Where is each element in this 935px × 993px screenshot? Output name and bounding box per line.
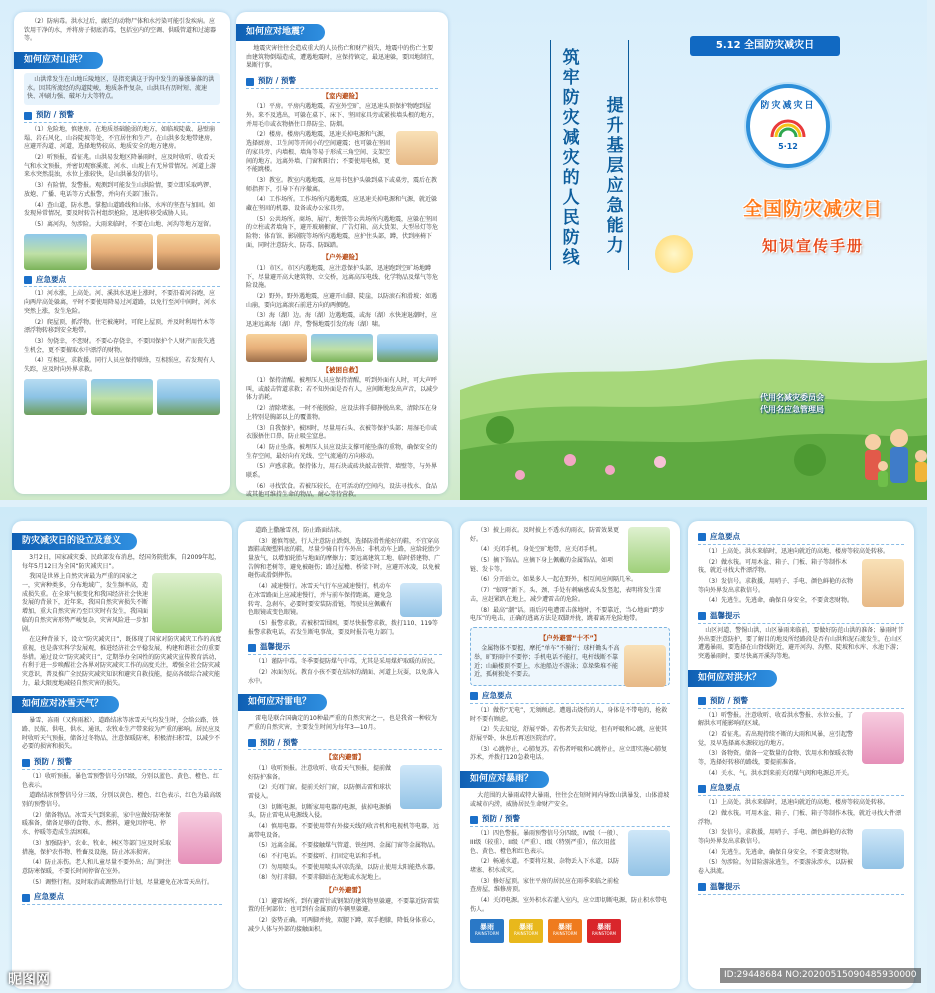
check-icon	[470, 692, 478, 700]
illustration-row	[246, 334, 438, 362]
rockfall-illustration	[157, 234, 220, 270]
cold-cont: （3）谨慎驾驶。行人注意防止跌倒，选择防滑性能好的鞋，不宜穿高跟鞋或硬塑料底的鞋，尽量少骑自行车外出；非机动车上路，应给轮胎少量放气，以增加轮胎与地面的摩擦力；要远离建筑工地、临时搭建物、广告牌和老树等，避免被砸伤；路过屋檐、桥梁下时，应避开冰凌，以免被砸伤或滑倒摔伤。	[248, 537, 441, 580]
family-illustration	[152, 573, 222, 633]
thunder-intro: 雷电是联合国确定的10种最严重的自然灾害之一，也是我省一种较为严重的自然灾害，主要发生时间为每年3—10月。	[248, 715, 437, 731]
emergency-item: （1）做伤“无电”，无须顾虑。遭遇击烧伤的人，身体是不带电的，抢救时不要有顾虑。	[470, 706, 668, 723]
panel-thunder	[238, 521, 452, 989]
indoor-item: （4）工作场所。工作场所内遇地震，应迅速关掉电源和气源，就近躲藏在坚固的机器、设备或办公家具旁。	[246, 196, 438, 212]
prevent-item: （3）修好屋顶。家住平房的居民应在雨季来临之前检查房屋，维修房顶。	[470, 877, 620, 894]
rain-intro: 大范围的大暴雨或特大暴雨，往往会在短时间内导致山洪暴发、山体滑坡或城市内涝，威胁居民生命财产安全。	[470, 792, 670, 808]
flood-emergency-item: （4）先逃生。先逃命，确保自身安全，不要贪恋财物。	[705, 848, 854, 856]
flood-illustration	[24, 379, 87, 415]
check-icon	[698, 533, 706, 541]
rhyme-text: 金属物体不要握，摩托“单车”不骑行；球杆锄头不高举，旷野雨中不要停；手机电话不能打，电杆线断不靠近；山巅楼顶不要上，水池船边不游泳；草垛柴堆不能近，孤树独处不要去。	[474, 645, 620, 679]
origin-para: 在这种背景下，设立“防灾减灾日”，既体现了国家对防灾减灾工作的高度重视，也是落实科学发展观，推进经济社会平稳发展，构建和谐社会的重要举措。通过设立“防灾减灾日”，定期举办全国性的防灾减灾宣传教育活动，有利于进一步唤醒社会各界对防灾减灾工作的高度关注，增强全社会防灾减灾意识，普及推广全民防灾减灾知识和避灾自救技能，提高各级综合减灾能力，最大限度地减轻自然灾害的损失。	[22, 636, 222, 687]
subtitle-tips	[698, 611, 904, 624]
emergency-item: （1）河水涨，上高处。河、溪洪水迅速上涨时，不要沿着河谷跑，应向两岸高处躲离，平时不要使用降易过河道路，以免行至河中间时，河水突然上涨，发生危险。	[24, 290, 217, 315]
prevent-item: （4）关水、气。洪水到来前关闭煤气阀和电源总开关。	[705, 769, 854, 777]
emergency-item: （2）失去知觉，舒展平卧。若伤者失去知觉，但有呼吸和心跳，应使其舒展平卧，休息后再送医院治疗。	[470, 726, 668, 742]
check-icon	[698, 785, 706, 793]
panel-mountain-flood	[14, 12, 230, 494]
outdoor-item: （1）避雷场所。到有避雷针或钢架的建筑物里躲避，不要靠近防雷装置的任何部位；也可到有金属顶的车辆里躲避。	[248, 897, 440, 914]
tsunami-illustration	[377, 334, 438, 362]
thunder-cont: （3）披上雨衣。及时披上不透水的雨衣，防雷效果更好。	[470, 527, 620, 543]
panel-rainstorm	[460, 521, 680, 989]
section-title-mountain-flood: 如何应对山洪？	[14, 52, 103, 69]
subtitle-label: 预防 / 预警	[36, 110, 74, 120]
section-title-rainstorm: 如何应对暴雨？	[460, 771, 549, 788]
flood-family-illustration	[862, 712, 904, 764]
rainstorm-warning-blue	[470, 919, 504, 943]
subtitle-tips	[248, 642, 442, 655]
warning-name: 暴雨	[519, 923, 533, 932]
prevent-item: （2）储备物品。冰雪天气到来前，家中应做好防寒保暖准备，储备足够的食物、水、燃料，避免因停电、停水、停暖等造成生活困难。	[22, 811, 172, 837]
cold-cont: 道路上撒融雪剂，防止路面结冰。	[255, 527, 346, 534]
logo-text: 防灾减灾日	[760, 100, 816, 111]
rescue-item: （5）声感求救。保持体力，用石块或砖块敲击铁管、墙壁等，与外界联系。	[246, 463, 438, 479]
indoor-label: 【室内避险】	[322, 91, 362, 100]
section-title-origin: 防灾减灾日的设立及意义	[12, 533, 137, 550]
indoor-item: （4）慎用电器。不要使用带有外接天线的收音机和电视机等电器，远离带电设备。	[248, 823, 440, 839]
subtitle-prevent	[698, 696, 904, 709]
rainstorm-warning-red	[587, 919, 621, 943]
subtitle-label: 应急要点	[710, 532, 740, 541]
slogan-vertical-2: 提升基层应急能力	[602, 96, 623, 256]
prevent-item: （2）看征兆。若出现持续不断的大雨和风暴，应引起警觉，及早选择离水源较远的地方。	[698, 730, 854, 747]
subtitle-emergency	[470, 691, 670, 704]
umbrella-illustration	[628, 830, 670, 876]
outdoor-item: （2）姿势正确。可两脚并拢，双腿下蹲，双手抱膝，降低身体重心，减少人体与外部的接触面积。	[248, 916, 440, 933]
cover-title: 全国防灾减灾日	[742, 198, 883, 220]
check-icon	[246, 78, 254, 86]
subtitle-prevent	[246, 76, 438, 89]
rescue-item: （3）自我保护。被困时，尽量用石头、衣被等保护头部；用湿毛巾或衣服捂住口鼻，防止吸尘窒息。	[246, 424, 438, 441]
origin-para: 3月2日，国家减灾委、民政部发布消息，经国务院批准，自2009年起，每年5月12日为全国“防灾减灾日”。	[22, 554, 221, 570]
top-sheet	[0, 0, 927, 500]
publisher	[760, 392, 824, 415]
prevent-item: （1）收听预报。暴色雪预警信号分四级，分别以蓝色、黄色、橙色、红色表示。	[22, 773, 220, 789]
cold-cont: （4）减速慢行。冰雪天气行车应减速慢行，机动车在冰雪路面上应减速慢行，并与前车保持距离，避免急转弯、急刹车，必要时要安装防滑链，驾驶员应佩戴有色眼镜或变色眼镜。	[248, 583, 393, 617]
snow-walk-illustration	[400, 583, 442, 617]
bottom-sheet	[0, 507, 927, 993]
subtitle-emergency	[22, 892, 222, 905]
rescue-item: （2）清除堵塞。一时不能脱险，应设法将手脚挣脱出来，清除压在身上特别是胸部以上的覆盖物。	[246, 405, 438, 421]
tip-item: （1）谨防中毒。冬季要提防煤气中毒，尤其是采用煤炉取暖的居民。	[255, 658, 440, 666]
subtitle-emergency	[24, 275, 220, 288]
cover	[460, 0, 927, 500]
subtitle-prevent	[248, 738, 442, 751]
subtitle-label: 预防 / 预警	[482, 814, 520, 824]
section-title-cold: 如何应对冰雪天气？	[12, 696, 119, 713]
check-icon	[698, 883, 706, 891]
river-illustration	[157, 379, 220, 415]
slogan-divider	[550, 40, 551, 270]
section-title-flood: 如何应对洪水？	[688, 670, 777, 687]
panel-flood	[688, 521, 914, 989]
indoor-item: （2）关闭门窗。提前关好门窗，以防侧击雷和球状雷侵入。	[248, 784, 392, 800]
subtitle-label: 应急要点	[34, 892, 64, 902]
publisher-line: 代用名减灾委员会	[760, 393, 824, 402]
indoor-item: （6）不打电话。不要接听、打固定电话和手机。	[255, 853, 386, 861]
panel-origin-cold	[12, 521, 232, 989]
logo-date: 5·12	[778, 141, 798, 151]
indoor-item: （1）平房。平房内遇地震，若室外空旷，应迅速头顶保护物跑到屋外。来不及逃出，可躲在桌下、床下、坚固家具旁或紧挨墙头根的地方，并用毛巾或衣物捂住口鼻防尘、防烟。	[246, 103, 439, 128]
publisher-line: 代用名应急管理局	[760, 404, 824, 414]
sun-icon	[655, 235, 693, 273]
rhyme-box	[470, 627, 670, 686]
subtitle-label: 应急要点	[710, 783, 740, 793]
thunder-cont: （8）最高“潮”话。雨后闪电遭雷击落地时，不要靠近，当心地面“跨步电压”的电击，正确的逃离方法是双脚并拢，跳着离开危险地带。	[470, 606, 665, 623]
cold-intro: 暴雪、冻雨（又称雨凇）、道路结冰等冰雪天气均发生时，会给公路、铁路、民航、供电、供水、通讯、农牧业生产带来较为严重的影响。居民应及时收听天气预报，储备过冬物品，注意保暖防寒，积极清扫积雪，以减少不必要的损害和损失。	[22, 717, 221, 751]
intro-paragraph: （2）防病毒。洪水过后，腐烂的动物尸体和水污染可能引发疾病。应饮用干净的水，并将房子彻底消毒，包括室内的空调、供暖管道和过滤器等。	[24, 18, 217, 43]
prevent-item: （4）关闭电源。室外积水若灌入室内，应立即切断电源，防止积水带电伤人。	[470, 897, 668, 913]
prevent-item: 道路结冰预警信号分三级，分别以黄色、橙色、红色表示，红色为最高级别的预警信号。	[22, 792, 222, 809]
panel-earthquake	[236, 12, 448, 499]
prevent-item: （4）防止冻伤。老人和儿童尽量不要外出；出门时注意防寒保暖，不要长时间停留在室外。	[22, 859, 172, 875]
rainstorm-warning-yellow	[509, 919, 543, 943]
prevent-item: （5）调整行程。及时取消或调整出行计划，尽量避免在冰雪天出行。	[29, 878, 214, 886]
subtitle-emergency	[698, 532, 904, 545]
watermark-logo: 昵图网	[8, 972, 50, 988]
emergency-item: （4）互相应，求救援。同行人员应保持联络，互相照应，若发现有人失踪，应及时向外界求救。	[24, 357, 216, 373]
flood-emergency-item: （2）做水筏。可用木盆、箱子、门板、箱子等制作木筏，就近寻找大件漂浮物。	[698, 809, 902, 826]
emergency-item: （3）发信号。求救援，用哨子、手电、颜色鲜艳的衣物等向外界发出求救信号。	[698, 577, 854, 594]
subtitle-tips	[698, 882, 904, 895]
rhyme-label: 【户外避雷“十不”】	[539, 633, 601, 642]
cold-cont: （5）报警求救。若被积雪围困，要尽快报警求救，拨打110、119等报警求救电话，若发生断电事故，要及时报告电力部门。	[248, 619, 438, 636]
prevent-item: （4）查山道，防水患。掌握山道路线和山体，水库的坚查与加固。如发现异常情况，要及时转告村组织抢险，迅速转移受威胁人员。	[24, 201, 216, 218]
flood-emergency-item: （5）勿涉险。勿冒险游泳逃生，不要游泳涉水，以防被卷入洪流。	[698, 859, 854, 876]
check-icon	[22, 894, 30, 902]
landslide-illustration	[91, 234, 154, 270]
shelter-illustration	[311, 334, 372, 362]
earthquake-illustration	[396, 131, 438, 165]
mountain-illustration	[24, 234, 87, 270]
tip-item: （2）冰面勿玩。教育小孩不要在结冰的湖面、河道上玩耍，以免落入水中。	[248, 668, 440, 685]
outdoor-item: （2）野外。野外遇地震，应避开山脚、陡崖，以防滚石和滑坡；如遇山崩，要向远离滚石前进方向的两侧跑。	[246, 292, 438, 309]
prevent-item: （3）加强防护。农业、牧业、林区等部门应及时采取措施，保护农作物、牲畜及设施，防止冰冻损害。	[22, 839, 172, 856]
warning-name: 暴雨	[558, 923, 572, 932]
evacuation-illustration	[246, 334, 307, 362]
tips-text: 山区河道、警惕山洪，山区暴雨来临前，要做好防范山洪的准备；暴雨时节外出要注意防护，要了解目的地及所经路段是否有山洪和泥石流发生，在山区遭遇暴雨，要选择在山脊线附近，避开河沟、沟壑、陡坡和水库、水池下游；突遇暴雨时，要尽快离开溪沟等地。	[698, 626, 904, 660]
indoor-item: （1）收听预报。注意收听、收看天气预报，提前做好防护准备。	[248, 764, 392, 781]
emergency-item: （4）先逃生。先逃命，确保自身安全，不要贪恋财物。	[705, 597, 854, 605]
winter-coat-illustration	[178, 812, 222, 864]
check-icon	[24, 276, 32, 284]
slogan-vertical-1: 筑牢防灾减灾的人民防线	[558, 48, 579, 268]
indoor-item: （2）楼房。楼房内遇地震，迅速关掉电源和气源，选择厨房、卫生间等开间小的空间避震；也可躲在坚固的家具旁、内墙根、墙角等易于形成三角空间、支架空间的地方。远离外墙、门窗和阳台；不要使用电梯，更不能跳楼。	[246, 131, 391, 174]
check-icon	[698, 697, 706, 705]
indoor-item: （7）勿用喷头。不要使用喷头冲凉洗澡，以防止使用太阳能热水器。	[255, 863, 440, 871]
subtitle-prevent	[22, 757, 222, 770]
flood-emergency-item: （3）发信号。求救援，用哨子、手电、颜色鲜艳的衣物等向外界发出求救信号。	[698, 829, 854, 845]
prevent-item: （5）离河沟，勿涉险。大雨来临时，不要在山地、河沟等地方逗留。	[31, 220, 216, 228]
subtitle-emergency	[698, 783, 904, 796]
thunder-cont: （4）关闭手机。身处空旷地带，应关闭手机。	[477, 546, 602, 554]
lightning-tree-illustration	[628, 527, 670, 573]
subtitle-label: 温馨提示	[260, 642, 290, 652]
field-lightning-illustration	[624, 645, 666, 687]
emergency-item: （3）勿侥幸，不恋财。不要心存侥幸，不要因保护个人财产而丧失逃生机会，更不要擅取水中漂浮的财物。	[24, 337, 216, 354]
date-badge: 5.12 全国防灾减灾日	[690, 36, 840, 56]
subtitle-label: 温馨提示	[710, 881, 740, 891]
emergency-item: （1）上高处。洪水来临时，迅速向就近的高地、楼房等较高处转移。	[705, 547, 890, 555]
disaster-day-logo	[746, 84, 830, 168]
indoor-item: （3）切断电源。切断家用电器的电源，拔掉电源插头，防止雷电从电源线入侵。	[248, 803, 392, 820]
subtitle-prevent	[24, 110, 220, 123]
subtitle-label: 预防 / 预警	[710, 695, 748, 705]
warning-level: RAINSTORM	[475, 931, 499, 937]
rainbow-icon	[768, 113, 808, 141]
rescue-item: （6）寻找饮食。若被压较长，在可活动的空间内，设法寻找水、食品或其他可维持生命的物品，耐心等待营救。	[246, 482, 438, 499]
check-icon	[24, 112, 32, 120]
subtitle-label: 预防 / 预警	[258, 76, 296, 86]
indoor-label: 【室内避雷】	[325, 753, 365, 762]
check-icon	[698, 612, 706, 620]
subtitle-label: 预防 / 预警	[34, 757, 72, 767]
thunder-cont: （5）摘下饰品。应摘下身上佩戴的金属饰品，如项链、发卡等。	[470, 557, 614, 573]
subtitle-label: 应急要点	[36, 274, 66, 284]
subtitle-label: 温馨提示	[710, 611, 740, 620]
emergency-item: （2）爬屋顶，抓浮物。住宅被淹时，可爬上屋顶，并及时利用竹木等漂浮物转移到安全地带。	[24, 318, 216, 335]
section-title-earthquake: 如何应对地震？	[236, 24, 325, 41]
check-icon	[248, 739, 256, 747]
illustration-row	[24, 379, 220, 415]
rainstorm-warning-orange	[548, 919, 582, 943]
indoor-item: （3）教室。教室内遇地震，应用书包护头躲到桌下或桌旁，震后在教师指挥下，引导下有序撤离。	[246, 176, 438, 193]
outdoor-item: （3）海（湖）边。海（湖）边遇地震，或海（湖）水快速退潮时，应迅速远离海（湖）岸，警惕地震引发的海（湖）啸。	[246, 312, 438, 328]
rescue-item: （4）防止坠落。被埋压人员应设法支撑可能坠落的重物，确保安全的生存空间，最好向有光线、空气流通的方向移动。	[246, 443, 438, 460]
subtitle-label: 预防 / 预警	[260, 737, 298, 747]
indoor-item: （8）勿打赤脚。不要赤脚站在泥地或水泥地上。	[255, 874, 386, 882]
rescue-label: 【被困自救】	[322, 365, 362, 374]
rain-walk-illustration	[862, 559, 904, 607]
warning-level: RAINSTORM	[514, 931, 538, 937]
prevent-item: （1）四色警报。暴雨预警信号分四级，IV级（一般）、III级（较重）、II级（严重）、I级（特别严重），依次用蓝色、黄色、橙色和红色表示。	[470, 830, 622, 855]
outdoor-label: 【户外避险】	[322, 253, 362, 262]
rainstorm-warning-row	[470, 919, 670, 943]
indoor-item: （5）远离金属。不要接触煤气管道、铁丝网、金属门窗等金属物品。	[255, 842, 440, 850]
prevent-item: （3）备物资。储备一定数量的食物、饮用水和保暖衣物等，选择好转移的路线，要提前准备。	[698, 750, 854, 766]
origin-para: 我国是世界上自然灾害最为严重的国家之一，灾害种类多，分布地域广，发生频率高，造成损失重。在全球气候变化和我国经济社会快速发展的背景下，近年来，我国自然灾害损失不断增加，重大自然灾害乃至巨灾时有发生，我国面临的自然灾害形势严峻复杂，灾害风险进一步加剧。	[22, 573, 149, 633]
prevent-item: （3）有险情，发警报。观测到可能发生山洪险情，要立即采取鸣锣、放炮、广播、电话等方式报警，并向有关部门报告。	[24, 182, 216, 198]
subtitle-label: 应急要点	[482, 691, 512, 701]
outdoor-label: 【户外避雷】	[325, 886, 365, 895]
prevent-item: （1）听警报。注意收听、收看洪水警报、水位公报，了解洪水可能影响的区域。	[698, 711, 854, 728]
earthquake-intro: 地震灾害往往会造成重大的人员伤亡和财产损失，地震中的伤亡主要由建筑物倒塌造成，遭遇地震时，应保持镇定，最迅速躲，要因地制宜，果断行事。	[246, 45, 439, 70]
check-icon	[22, 759, 30, 767]
outdoor-item: （1）市区。市区内遇地震，应注意保护头部，迅速跑到空旷场地蹲下，尽量避开高大建筑物、立交桥，远离高压电线、化学物品及煤气等危险设施。	[246, 264, 439, 290]
watermark-id: ID:29448684 NO:20200515090485930000	[720, 968, 921, 983]
lightning-house-illustration	[400, 765, 442, 809]
thunder-cont: （6）分开站立。如果多人一起在野外，相互间应间隔几米。	[477, 576, 638, 584]
emergency-item: （2）做水筏。可用木盆、箱子、门板、箱子等制作木筏，就近寻找大件漂浮物。	[698, 558, 848, 575]
rescue-boat-illustration	[862, 829, 904, 869]
flood-emergency-item: （1）上高处。洪水来临时，迅速向就近的高地、楼房等较高处转移。	[705, 799, 890, 807]
cover-subtitle: 知识宣传手册	[761, 237, 864, 255]
prevent-item: （1）危险地，慎建房。在地质基础脆弱的地方，如临坡陡截、悬壁崩塌、岩石风化、山谷陡坡等处，不宜居住和生产。在山洪多发地带建房，应避开沟道、河道，选择地势较高、地质安全的地方建房。	[24, 126, 217, 151]
emergency-item: （3）心跳停止，心肺复苏。若伤者呼吸和心跳停止，应立即实施心肺复苏术，并拨打120急救电话。	[470, 745, 668, 762]
village-illustration	[91, 379, 154, 415]
family-illustration	[855, 428, 935, 498]
mountain-intro: 山洪常发生在山地丘陵地区，是指充满这于沟中发生的暴涨暴落的洪水。因其所流经的沟道陡峻，地质条件复杂，山洪具有历时短、流速快、冲刷力强、破坏力大等特点。	[24, 73, 220, 105]
subtitle-prevent	[470, 814, 670, 827]
thunder-cont: （7）“蚁呀”新下。头、颈、手处有刺痛感或头发竖起，表明将发生雷击，应赶紧趴在地上，减少遭雷击的危险。	[470, 587, 662, 603]
warning-name: 暴雨	[480, 923, 494, 932]
slogan-divider	[628, 40, 629, 270]
check-icon	[470, 816, 478, 824]
indoor-item: （5）公共场所。商场、展厅、地铁等公共场所内遇地震，应躲在坚固的立柱或者墙角下，避开玻璃橱窗、广告灯箱、高大货架、大型吊灯等危险物；体育馆、影剧院等场所内遇地震，应护住头部，蹲，伏到座椅下面，同时注意防火、防毒、防踩踏。	[246, 215, 439, 249]
warning-name: 暴雨	[597, 923, 611, 932]
prevent-item: （2）听预报，看征兆。山洪易发地区降暴雨时，应及时收听、收看天气和水文预报，并密切观察溪流、河水、山坡上有无异常情况。河道上游来水突然混浊，水位上涨较快，是山洪暴发的信号。	[24, 154, 217, 179]
rescue-item: （1）保持清醒。被埋压人员应保持清醒，听到外面有人时，可大声呼叫，或敲击管道求救；若不知外面是否有人，应间断地发出声音，以减少体力消耗。	[246, 377, 439, 402]
prevent-item: （2）畅通水道。不要将垃圾、杂物丢入下水道，以防堵塞、积水成灾。	[470, 858, 620, 875]
warning-level: RAINSTORM	[553, 931, 577, 937]
check-icon	[248, 644, 256, 652]
section-title-thunder: 如何应对雷电？	[238, 694, 327, 711]
warning-level: RAINSTORM	[592, 931, 616, 937]
illustration-row	[24, 234, 220, 270]
